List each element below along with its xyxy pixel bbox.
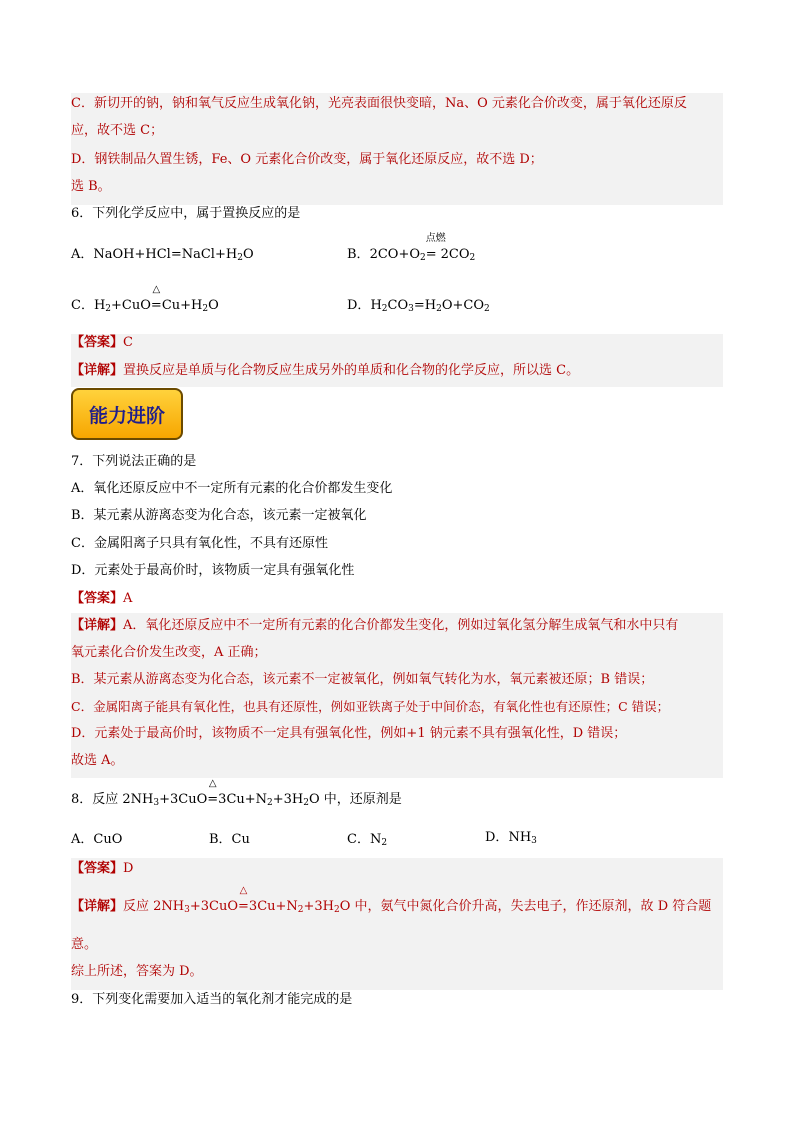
q8-stem: 8．反应 $2NH_3+3CuO$ △ $=3Cu+N_2+3H_2O$ 中，还原剂是 — [71, 778, 402, 808]
q8-option-b: B．Cu — [209, 832, 250, 847]
q7-detail-line6: 故选 A。 — [71, 753, 124, 768]
q5-conclusion: 选 B。 — [71, 179, 111, 194]
q8-option-d: D．$NH_3$ — [485, 830, 537, 846]
q7-stem: 7．下列说法正确的是 — [71, 454, 197, 469]
q7-option-d: D．元素处于最高价时，该物质一定具有强氧化性 — [71, 563, 355, 578]
q6-answer: 【答案】C — [71, 335, 133, 350]
q7-option-a: A．氧化还原反应中不一定所有元素的化合价都发生变化 — [71, 481, 393, 496]
q8-option-a: A．CuO — [71, 832, 123, 847]
q5-option-c-line2: 应，故不选 C； — [71, 123, 164, 138]
reaction-condition: 点燃 — [425, 233, 446, 244]
q7-answer: 【答案】A — [71, 591, 133, 606]
q8-detail-line2: 意。 — [71, 937, 98, 952]
q7-detail-line5: D．元素处于最高价时，该物质不一定具有强氧化性，例如+1 钠元素不具有强氧化性，D 错误； — [71, 726, 627, 741]
q8-detail-line1: 【详解】反应 $2NH_3+3CuO$ △ $=3Cu+N_2+3H_2O$ 中，氨气中氮化合价升高，失去电子，作还原剂，故 D 符合题 — [71, 885, 712, 915]
q7-option-b: B．某元素从游离态变为化合态，该元素一定被氧化 — [71, 508, 367, 523]
q7-detail-line4: C．金属阳离子能具有氧化性，也具有还原性，例如亚铁离子处于中间价态，有氧化性也有还原性；C 错误； — [71, 699, 670, 714]
q8-summary: 综上所述，答案为 D。 — [71, 964, 203, 979]
q8-option-c: C．$N_2$ — [347, 832, 388, 848]
section-badge-advanced: 能力进阶 — [71, 388, 183, 440]
q6-stem: 6．下列化学反应中，属于置换反应的是 — [71, 206, 301, 221]
heat-symbol: △ — [208, 778, 217, 789]
heat-symbol: △ — [239, 885, 248, 896]
q9-stem: 9．下列变化需要加入适当的氧化剂才能完成的是 — [71, 992, 353, 1007]
q7-detail-line1: 【详解】A．氧化还原反应中不一定所有元素的化合价都发生变化，例如过氧化氢分解生成氧气和水中只有 — [71, 618, 679, 633]
q8-answer: 【答案】D — [71, 861, 134, 876]
q5-option-d-line: D．钢铁制品久置生锈，Fe、O 元素化合价改变，属于氧化还原反应，故不选 D； — [71, 152, 543, 167]
q6-option-d: D．$H_2CO_3=H_2O+CO_2$ — [347, 298, 490, 314]
q5-option-c-line1: C．新切开的钠，钠和氧气反应生成氧化钠，光亮表面很快变暗，Na、O 元素化合价改变，属于氧化还原反 — [71, 96, 687, 111]
q6-option-c: C．$H_2+CuO$ △ $=Cu+H_2O$ — [71, 284, 219, 314]
q7-option-c: C．金属阳离子只具有氧化性，不具有还原性 — [71, 536, 328, 551]
q6-detail: 【详解】置换反应是单质与化合物反应生成另外的单质和化合物的化学反应，所以选 C。 — [71, 363, 580, 378]
q7-detail-line3: B．某元素从游离态变为化合态，该元素不一定被氧化，例如氧气转化为水，氧元素被还原；B 错误； — [71, 672, 654, 687]
q7-answer-block — [71, 613, 723, 778]
q6-option-b: B．$2CO+O_2$ 点燃 $=2CO_2$ — [347, 233, 476, 263]
heat-symbol: △ — [152, 284, 161, 295]
q7-detail-line2: 氧元素化合价发生改变，A 正确； — [71, 645, 267, 660]
q6-option-a: A．$NaOH+HCl=NaCl+H_2O$ — [71, 247, 254, 263]
